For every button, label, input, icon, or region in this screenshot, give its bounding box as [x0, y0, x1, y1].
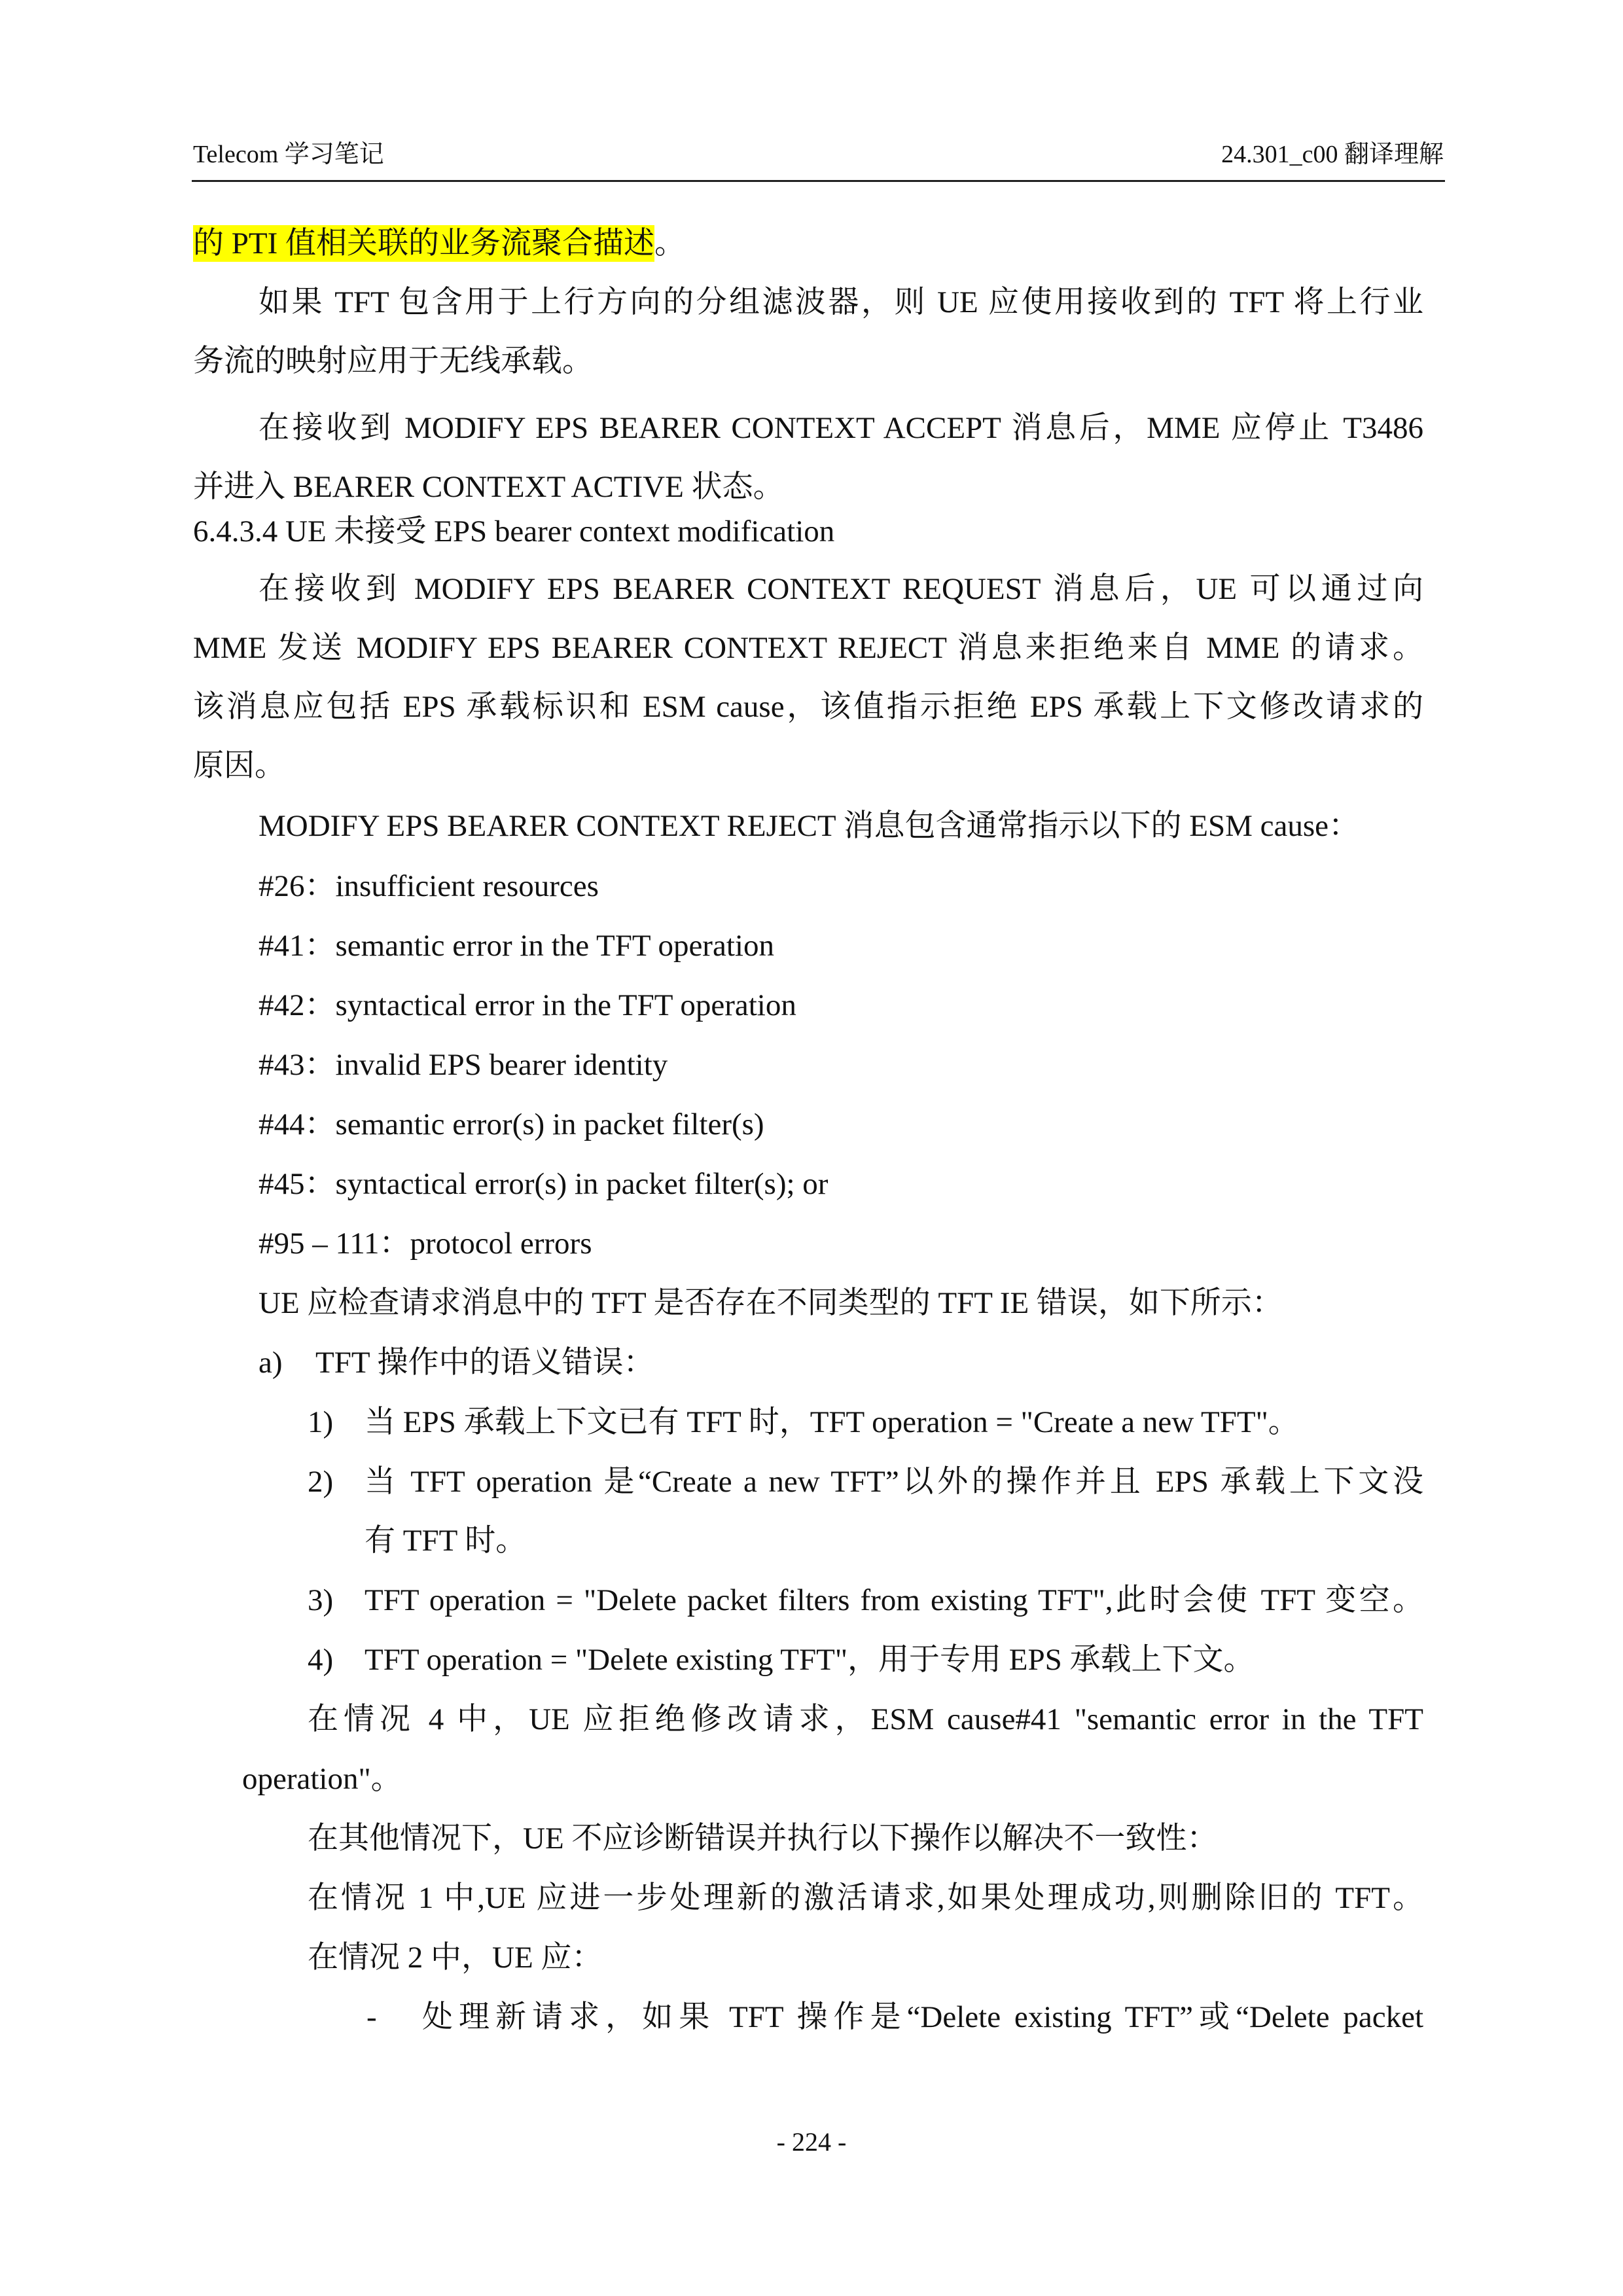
cause-item: #26：insufficient resources	[259, 869, 599, 903]
paragraph-line: 在接收到 MODIFY EPS BEARER CONTEXT ACCEPT 消息后，MME 应停止 T3486	[259, 411, 1423, 445]
list-marker: 3)	[308, 1583, 334, 1617]
cause-item: #42：syntactical error in the TFT operation	[259, 988, 796, 1022]
list-marker: a)	[259, 1346, 283, 1380]
list-marker: -	[366, 2000, 377, 2034]
page-header	[192, 134, 1445, 182]
paragraph-line: 在其他情况下，UE 不应诊断错误并执行以下操作以解决不一致性：	[308, 1821, 1218, 1856]
paragraph-line: 在情况 4 中，UE 应拒绝修改请求，ESM cause#41 "semantic error in the TFT	[308, 1702, 1423, 1736]
paragraph-line: MME 发送 MODIFY EPS BEARER CONTEXT REJECT 消息来拒绝来自 MME 的请求。	[193, 631, 1423, 665]
highlighted-text: 的 PTI 值相关联的业务流聚合描述	[193, 226, 654, 260]
list-item-text: 当 TFT operation 是“Create a new TFT”以外的操作并且 EPS 承载上下文没	[365, 1465, 1423, 1499]
paragraph-line: 在情况 1 中,UE 应进一步处理新的激活请求,如果处理成功,则删除旧的 TFT。	[308, 1881, 1423, 1915]
paragraph-line: UE 应检查请求消息中的 TFT 是否存在不同类型的 TFT IE 错误，如下所示：	[259, 1286, 1283, 1320]
paragraph-line: operation"。	[242, 1762, 402, 1796]
list-marker: 2)	[308, 1465, 334, 1499]
cause-item: #45：syntactical error(s) in packet filter(s); or	[259, 1167, 829, 1201]
paragraph-line: 务流的映射应用于无线承载。	[193, 344, 593, 378]
sentence-end: 。	[654, 226, 685, 260]
cause-item: #44：semantic error(s) in packet filter(s)	[259, 1107, 764, 1141]
page-number: - 224 -	[776, 2127, 847, 2157]
cause-item: #43：invalid EPS bearer identity	[259, 1048, 668, 1082]
list-item-text: TFT operation = "Delete packet filters from existing TFT",此时会使 TFT 变空。	[365, 1583, 1423, 1617]
list-item-text: 处理新请求，如果 TFT 操作是“Delete existing TFT”或“Delete packet	[422, 2000, 1423, 2034]
paragraph-line	[193, 223, 685, 264]
paragraph-line: 如果 TFT 包含用于上行方向的分组滤波器，则 UE 应使用接收到的 TFT 将上行业	[259, 285, 1423, 319]
list-marker: 1)	[308, 1405, 334, 1439]
paragraph-line: MODIFY EPS BEARER CONTEXT REJECT 消息包含通常指示以下的 ESM cause：	[259, 809, 1360, 843]
paragraph-line: 在情况 2 中，UE 应：	[308, 1941, 603, 1975]
paragraph-line: 在接收到 MODIFY EPS BEARER CONTEXT REQUEST 消息后，UE 可以通过向	[259, 572, 1423, 606]
header-doc-id: 24.301_c00 翻译理解	[1221, 141, 1444, 168]
paragraph-line: 该消息应包括 EPS 承载标识和 ESM cause，该值指示拒绝 EPS 承载上下文修改请求的	[193, 690, 1423, 724]
header-title: Telecom 学习笔记	[193, 141, 384, 168]
list-item-text: 有 TFT 时。	[365, 1524, 527, 1558]
cause-item: #95 – 111：protocol errors	[259, 1227, 592, 1261]
paragraph-line: 原因。	[193, 749, 285, 783]
section-heading: 6.4.3.4 UE 未接受 EPS bearer context modification	[193, 514, 835, 548]
list-marker: 4)	[308, 1643, 334, 1677]
list-item-text: TFT operation = "Delete existing TFT"，用于专用 EPS 承载上下文。	[365, 1643, 1255, 1677]
list-item-text: 当 EPS 承载上下文已有 TFT 时，TFT operation = "Create a new TFT"。	[365, 1405, 1299, 1439]
paragraph-line: 并进入 BEARER CONTEXT ACTIVE 状态。	[193, 470, 784, 504]
list-item-text: TFT 操作中的语义错误：	[315, 1346, 654, 1380]
cause-item: #41：semantic error in the TFT operation	[259, 929, 774, 963]
